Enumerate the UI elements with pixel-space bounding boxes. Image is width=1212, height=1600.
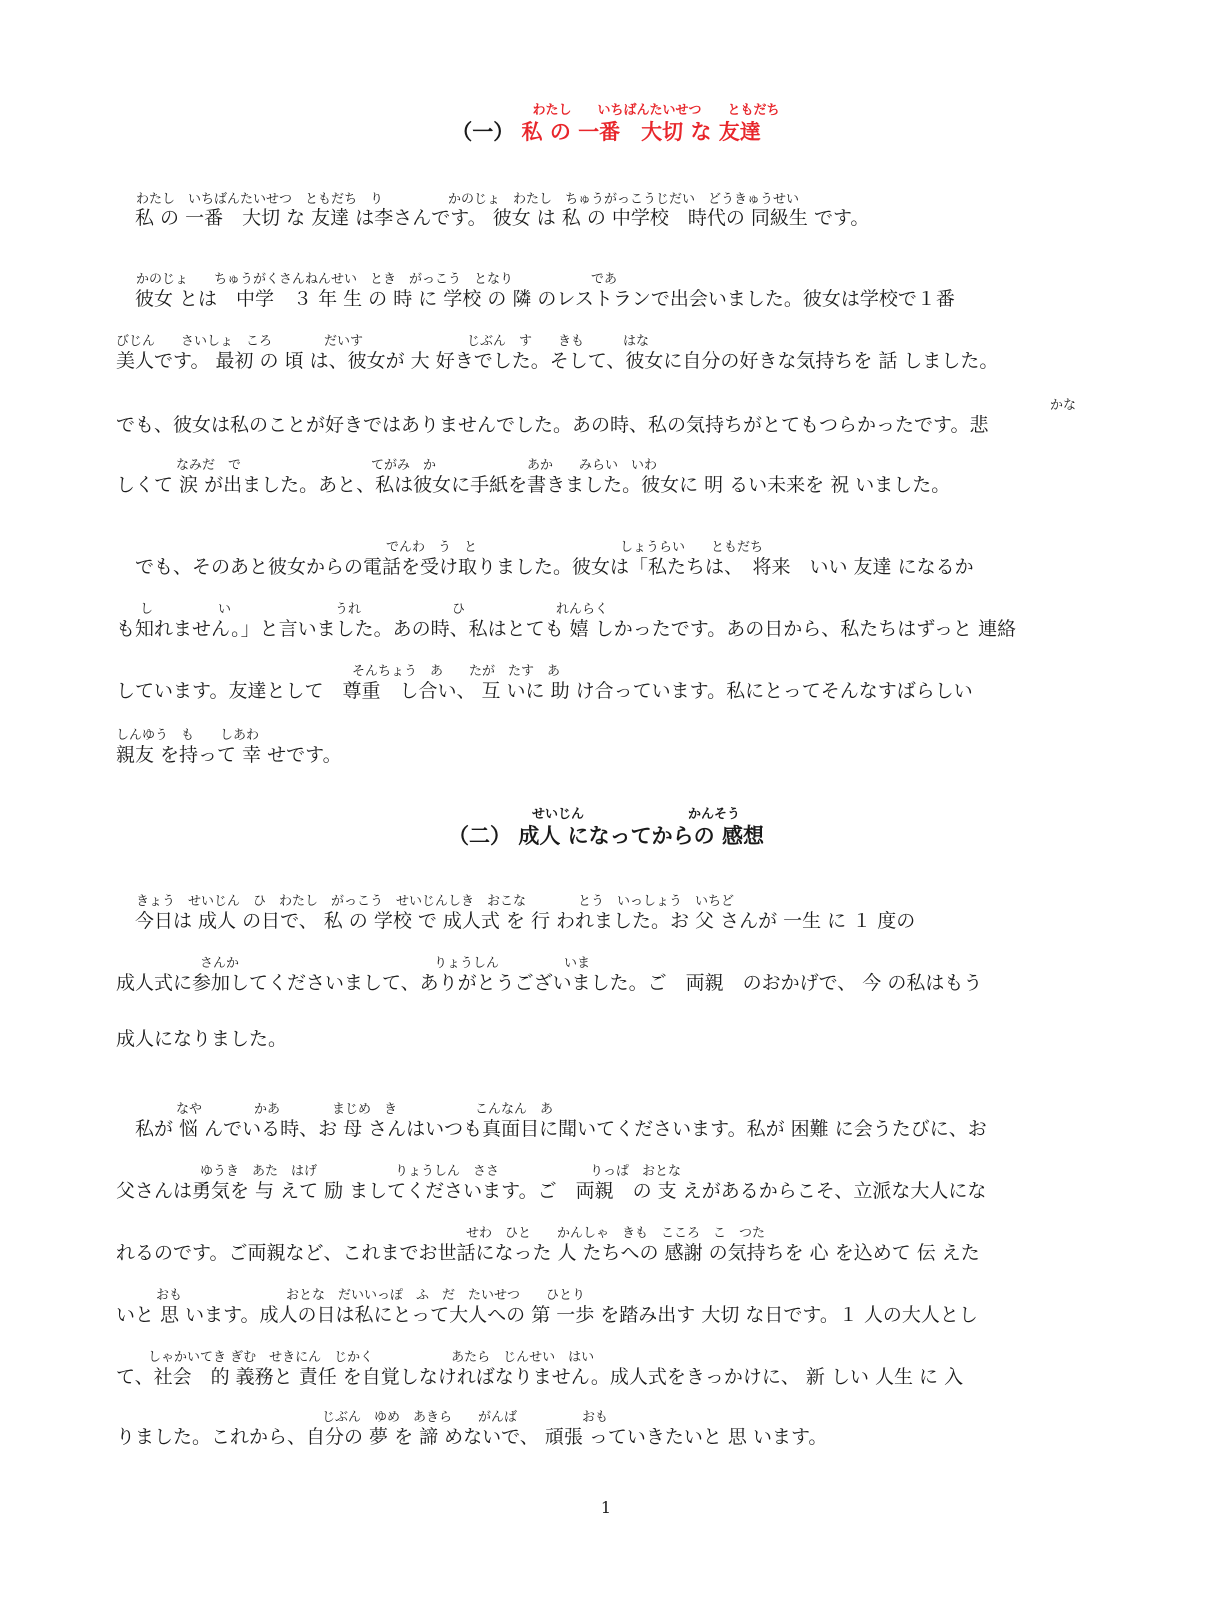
text-line: 彼女 とは 中学 ３ 年 生 の 時 に 学校 の 隣 のレストランで出会いました。彼女は学校で１番 xyxy=(135,288,955,310)
text-line: 成人になりました。 xyxy=(116,1028,288,1050)
page-number: 1 xyxy=(600,1498,612,1517)
furigana-line: かのじょ ちゅうがくさんねんせい とき がっこう となり であ xyxy=(136,272,618,287)
text-line: いと 思 います。成人の日は私にとって大人への 第 一歩 を踏み出す 大切 な日です。１ 人の大人とし xyxy=(116,1304,978,1326)
text-line: れるのです。ご両親など、これまでお世話になった 人 たちへの 感謝 の気持ちを 心 を込めて 伝 えた xyxy=(116,1242,980,1264)
section-1-title-text: 私 の 一番 大切 な 友達 xyxy=(521,120,761,144)
text-line: 私が 悩 んでいる時、お 母 さんはいつも真面目に聞いてくださいます。私が 困難 に会うたびに、お xyxy=(135,1118,987,1140)
text-line: 父さんは勇気を 与 えて 励 ましてくださいます。ご 両親 の 支 えがあるからこそ、立派な大人にな xyxy=(116,1180,987,1202)
furigana-line: し い うれ ひ れんらく xyxy=(140,602,609,617)
text-line: 成人式に参加してくださいまして、ありがとうございました。ご 両親 のおかげで、 今 の私はもう xyxy=(116,972,983,994)
furigana-line: かな xyxy=(1049,398,1076,413)
furigana-line: しんゆう も しあわ xyxy=(116,728,260,743)
furigana-line: なや かあ まじめ き こんなん あ xyxy=(176,1102,554,1117)
furigana-line: でんわ う と しょうらい ともだち xyxy=(386,540,764,555)
text-line: 今日は 成人 の日で、 私 の 学校 で 成人式 を 行 われました。お 父 さんが 一生 に １ 度の xyxy=(135,910,916,932)
furigana-line: わたし いちばんたいせつ ともだち り かのじょ わたし ちゅうがっこうじだい どうきゅうせい xyxy=(136,192,800,207)
furigana-line: おも おとな だいいっぽ ふ だ たいせつ ひとり xyxy=(156,1288,586,1303)
furigana-line: きょう せいじん ひ わたし がっこう せいじんしき おこな とう いっしょう いちど xyxy=(136,894,735,909)
section-2-title xyxy=(0,808,1212,847)
text-line: でも、そのあと彼女からの電話を受け取りました。彼女は「私たちは、 将来 いい 友達 になるか xyxy=(135,556,974,578)
text-line: も知れません。」と言いました。あの時、私はとても 嬉 しかったです。あの日から、私たちはずっと 連絡 xyxy=(116,618,1017,640)
section-2-title-ruby: せいじん かんそう xyxy=(531,807,740,822)
furigana-line: しゃかいてき ぎむ せきにん じかく あたら じんせい はい xyxy=(148,1350,595,1365)
text-line: でも、彼女は私のことが好きではありませんでした。あの時、私の気持ちがとてもつらかったです。悲 xyxy=(116,414,989,436)
section-2-title-text: 成人 になってからの 感想 xyxy=(518,824,764,848)
section-2-title-number: （二） xyxy=(448,824,512,848)
text-line: しくて 涙 が出ました。あと、私は彼女に手紙を書きました。彼女に 明 るい未来を 祝 いました。 xyxy=(116,474,951,496)
section-1-title-number: （一） xyxy=(451,120,515,144)
furigana-line: なみだ で てがみ か あか みらい いわ xyxy=(176,458,658,473)
furigana-line: ゆうき あた はげ りょうしん ささ りっぱ おとな xyxy=(200,1164,682,1179)
furigana-line: さんか りょうしん いま xyxy=(200,956,591,971)
furigana-line: そんちょう あ たが たす あ xyxy=(352,664,561,679)
text-line: りました。これから、自分の 夢 を 諦 めないで、 頑張 っていきたいと 思 います。 xyxy=(116,1426,828,1448)
text-line: しています。友達として 尊重 し合い、 互 いに 助 け合っています。私にとってそんなすばらしい xyxy=(116,680,973,702)
furigana-line: せわ ひと かんしゃ きも こころ こ つた xyxy=(466,1226,766,1241)
text-line: 美人です。 最初 の 頃 は、彼女が 大 好きでした。そして、彼女に自分の好きな気持ちを 話 しました。 xyxy=(116,350,999,372)
text-line: 親友 を持って 幸 せです。 xyxy=(116,744,342,766)
section-1-title-ruby: わたし いちばんたいせつ ともだち xyxy=(532,103,780,118)
text-line: 私 の 一番 大切 な 友達 は李さんです。 彼女 は 私 の 中学校 時代の 同級生 です。 xyxy=(135,207,870,229)
furigana-line: びじん さいしょ ころ だいす じぶん す きも はな xyxy=(116,334,650,349)
text-line: て、社会 的 義務と 責任 を自覚しなければなりません。成人式をきっかけに、 新 しい 人生 に 入 xyxy=(116,1366,964,1388)
section-1-title xyxy=(0,104,1212,143)
furigana-line: じぶん ゆめ あきら がんば おも xyxy=(322,1410,609,1425)
